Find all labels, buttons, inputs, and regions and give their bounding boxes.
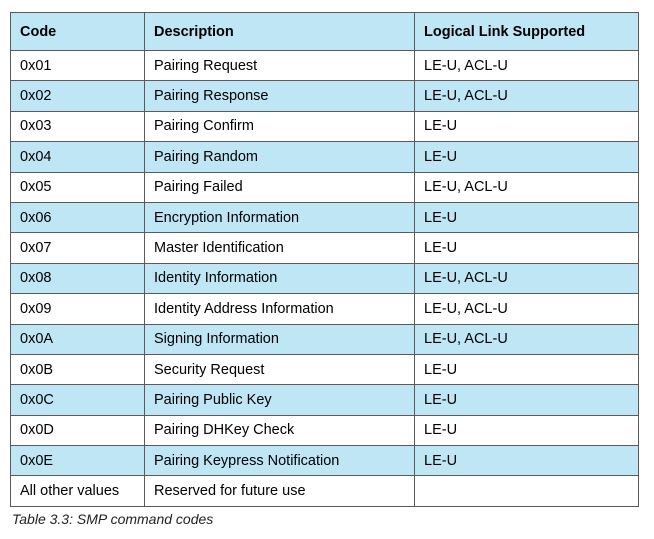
table-row	[11, 294, 639, 324]
cell-description: Reserved for future use	[145, 476, 415, 506]
table-header	[11, 13, 639, 51]
cell-code: 0x02	[11, 81, 145, 111]
cell-logical-link	[415, 476, 639, 506]
cell-description: Signing Information	[145, 324, 415, 354]
cell-logical-link: LE-U, ACL-U	[415, 294, 639, 324]
cell-logical-link: LE-U	[415, 142, 639, 172]
cell-code: 0x0E	[11, 446, 145, 476]
cell-code: 0x05	[11, 172, 145, 202]
table-row	[11, 81, 639, 111]
cell-description: Pairing Confirm	[145, 111, 415, 141]
cell-logical-link: LE-U	[415, 233, 639, 263]
cell-description: Pairing Request	[145, 51, 415, 81]
cell-code: 0x01	[11, 51, 145, 81]
cell-code: 0x0A	[11, 324, 145, 354]
table-row	[11, 111, 639, 141]
table-row	[11, 263, 639, 293]
smp-command-codes-table	[10, 12, 639, 507]
cell-logical-link: LE-U	[415, 354, 639, 384]
table-row	[11, 385, 639, 415]
column-header-logical-link: Logical Link Supported	[415, 13, 639, 51]
cell-code: 0x0C	[11, 385, 145, 415]
table-row	[11, 202, 639, 232]
table-row	[11, 172, 639, 202]
cell-logical-link: LE-U, ACL-U	[415, 263, 639, 293]
cell-description: Master Identification	[145, 233, 415, 263]
cell-code: 0x04	[11, 142, 145, 172]
cell-description: Pairing Random	[145, 142, 415, 172]
cell-description: Identity Address Information	[145, 294, 415, 324]
cell-description: Pairing Failed	[145, 172, 415, 202]
cell-description: Security Request	[145, 354, 415, 384]
table-caption: Table 3.3: SMP command codes	[12, 511, 214, 527]
table-row	[11, 354, 639, 384]
cell-logical-link: LE-U, ACL-U	[415, 172, 639, 202]
cell-logical-link: LE-U, ACL-U	[415, 324, 639, 354]
cell-logical-link: LE-U	[415, 111, 639, 141]
cell-code: 0x03	[11, 111, 145, 141]
cell-description: Identity Information	[145, 263, 415, 293]
cell-code: 0x0B	[11, 354, 145, 384]
cell-logical-link: LE-U	[415, 385, 639, 415]
cell-code: All other values	[11, 476, 145, 506]
cell-code: 0x09	[11, 294, 145, 324]
table-row	[11, 51, 639, 81]
cell-description: Encryption Information	[145, 202, 415, 232]
table-row	[11, 415, 639, 445]
cell-logical-link: LE-U, ACL-U	[415, 81, 639, 111]
cell-code: 0x07	[11, 233, 145, 263]
table-row	[11, 476, 639, 506]
cell-logical-link: LE-U	[415, 415, 639, 445]
cell-description: Pairing Keypress Notification	[145, 446, 415, 476]
column-header-description: Description	[145, 13, 415, 51]
table-row	[11, 233, 639, 263]
cell-code: 0x0D	[11, 415, 145, 445]
cell-description: Pairing Public Key	[145, 385, 415, 415]
column-header-code: Code	[11, 13, 145, 51]
cell-description: Pairing DHKey Check	[145, 415, 415, 445]
cell-logical-link: LE-U, ACL-U	[415, 51, 639, 81]
header-row	[11, 13, 639, 51]
table-row	[11, 446, 639, 476]
smp-command-table-container	[10, 12, 638, 507]
table-row	[11, 142, 639, 172]
table-row	[11, 324, 639, 354]
table-body	[11, 51, 639, 507]
cell-logical-link: LE-U	[415, 202, 639, 232]
cell-logical-link: LE-U	[415, 446, 639, 476]
cell-description: Pairing Response	[145, 81, 415, 111]
cell-code: 0x06	[11, 202, 145, 232]
cell-code: 0x08	[11, 263, 145, 293]
